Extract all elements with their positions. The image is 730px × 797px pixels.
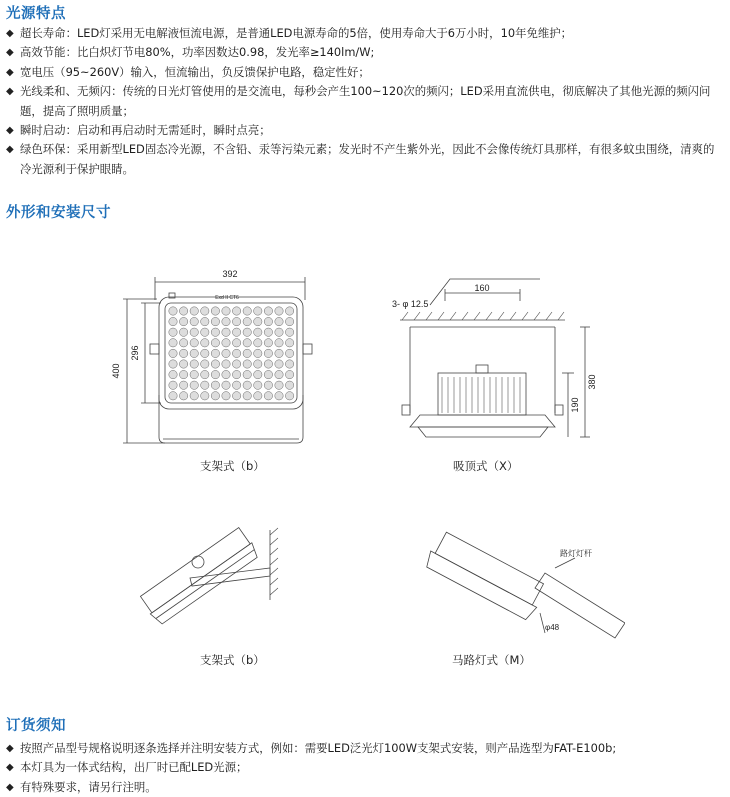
led-dot	[201, 307, 209, 315]
led-dot	[222, 339, 230, 347]
list-item: ◆ 瞬时启动：启动和再启动时无需延时，瞬时点亮；	[6, 121, 722, 140]
led-dot	[243, 307, 251, 315]
led-dot	[243, 381, 251, 389]
led-dot	[285, 349, 293, 357]
led-dot	[211, 307, 219, 315]
led-dot	[201, 328, 209, 336]
led-dot	[169, 339, 177, 347]
spacing-label: 160	[474, 283, 490, 293]
led-dot	[179, 381, 187, 389]
led-dot	[211, 370, 219, 378]
led-dot	[222, 381, 230, 389]
led-dot	[169, 370, 177, 378]
width-label: 392	[222, 269, 238, 279]
led-dot	[232, 360, 240, 368]
led-dot	[285, 317, 293, 325]
led-dot	[264, 328, 272, 336]
ordering-title: 订货须知	[6, 718, 66, 734]
list-item: ◆ 有特殊要求，请另行注明。	[6, 778, 722, 797]
bracket-side-drawing	[130, 510, 300, 640]
led-dot	[179, 339, 187, 347]
led-dot	[201, 392, 209, 400]
led-dot	[264, 392, 272, 400]
led-dot	[169, 349, 177, 357]
led-dot	[169, 328, 177, 336]
dimensions-title: 外形和安装尺寸	[6, 205, 111, 221]
led-dot	[190, 307, 198, 315]
diameter-label: φ48	[545, 623, 560, 632]
led-dot	[201, 370, 209, 378]
led-dot	[232, 307, 240, 315]
led-dot	[285, 381, 293, 389]
led-dot	[190, 392, 198, 400]
led-dot	[201, 349, 209, 357]
led-dot	[179, 360, 187, 368]
list-item: ◆ 宽电压（95~260V）输入，恒流输出，负反馈保护电路，稳定性好；	[6, 63, 722, 82]
led-dot	[222, 392, 230, 400]
led-dot	[179, 392, 187, 400]
led-dot	[232, 339, 240, 347]
led-dot	[179, 317, 187, 325]
led-dot	[275, 392, 283, 400]
led-dot	[190, 339, 198, 347]
led-dot	[264, 349, 272, 357]
features-list	[6, 24, 722, 179]
led-dot	[275, 339, 283, 347]
led-dot	[201, 381, 209, 389]
led-dot	[211, 339, 219, 347]
street-lamp-drawing	[395, 518, 625, 648]
led-dot	[243, 360, 251, 368]
led-dot	[190, 370, 198, 378]
led-dot	[243, 349, 251, 357]
led-dot	[254, 381, 262, 389]
led-dot	[179, 349, 187, 357]
led-dot	[254, 370, 262, 378]
led-dot	[222, 360, 230, 368]
led-dot	[254, 360, 262, 368]
led-dot	[179, 307, 187, 315]
caption-bracket-front: 支架式（b）	[200, 459, 265, 473]
led-dot	[201, 360, 209, 368]
height-190-label: 190	[570, 397, 580, 413]
rating-label: Exd II CT6	[215, 295, 239, 301]
led-dot	[232, 381, 240, 389]
led-dot	[179, 328, 187, 336]
led-dot	[232, 392, 240, 400]
list-item: ◆ 光线柔和、无频闪：传统的日光灯管使用的是交流电，每秒会产生100~120次的频闪；LED采用直流供电，彻底解决了其他光源的频闪问题，提高了照明质量；	[6, 82, 722, 121]
bracket-front-drawing	[105, 265, 330, 455]
hole-label: 3- φ 12.5	[392, 299, 429, 309]
led-dot	[190, 328, 198, 336]
caption-street: 马路灯式（M）	[452, 653, 531, 667]
led-dot	[190, 360, 198, 368]
led-dot	[211, 317, 219, 325]
led-dot	[264, 339, 272, 347]
led-dot	[275, 317, 283, 325]
led-dot	[254, 349, 262, 357]
led-dot	[179, 370, 187, 378]
led-dot	[211, 392, 219, 400]
led-dot	[222, 370, 230, 378]
led-dot	[211, 349, 219, 357]
led-dot	[190, 317, 198, 325]
led-dot	[264, 360, 272, 368]
led-dot	[285, 370, 293, 378]
total-height-label: 400	[111, 363, 121, 379]
caption-ceiling: 吸顶式（X）	[453, 459, 519, 473]
led-dot	[285, 307, 293, 315]
led-dot	[285, 328, 293, 336]
led-dot	[243, 370, 251, 378]
led-dot	[285, 360, 293, 368]
led-dot	[243, 339, 251, 347]
led-dot	[243, 392, 251, 400]
led-dot	[169, 307, 177, 315]
led-dot	[201, 339, 209, 347]
led-dot	[232, 328, 240, 336]
led-dot	[275, 328, 283, 336]
list-item: ◆ 本灯具为一体式结构，出厂时已配LED光源；	[6, 758, 722, 777]
led-dot	[243, 328, 251, 336]
led-dot	[254, 307, 262, 315]
led-dot	[211, 360, 219, 368]
led-dot	[264, 370, 272, 378]
list-item: ◆ 按照产品型号规格说明逐条选择并注明安装方式，例如：需要LED泛光灯100W支架式安装，则产品选型为FAT-E100b;	[6, 739, 722, 758]
led-dot	[232, 349, 240, 357]
led-dot	[211, 328, 219, 336]
led-dot	[169, 392, 177, 400]
led-dot	[232, 370, 240, 378]
led-dot	[264, 307, 272, 315]
list-item: ◆ 高效节能：比白炽灯节电80%，功率因数达0.98，发光率≥140lm/W;	[6, 43, 722, 62]
inner-height-label: 296	[130, 345, 140, 361]
led-dot	[222, 317, 230, 325]
led-dot	[201, 317, 209, 325]
caption-bracket-side: 支架式（b）	[200, 653, 265, 667]
led-dot	[169, 317, 177, 325]
led-dot	[264, 381, 272, 389]
ordering-list	[6, 739, 722, 797]
led-dot	[243, 317, 251, 325]
led-dot	[254, 392, 262, 400]
led-dot	[222, 307, 230, 315]
led-dot	[254, 339, 262, 347]
led-dot	[190, 349, 198, 357]
features-title: 光源特点	[6, 6, 66, 22]
ceiling-mount-drawing	[390, 265, 620, 455]
list-item: ◆ 绿色环保：采用新型LED固态冷光源，不含铅、汞等污染元素；发光时不产生紫外光，因此不会像传统灯具那样，有很多蚊虫围绕，清爽的冷光源利于保护眼睛。	[6, 140, 722, 179]
led-dot	[285, 392, 293, 400]
led-dot	[254, 317, 262, 325]
led-dot	[222, 328, 230, 336]
pole-label: 路灯灯杆	[560, 549, 592, 558]
led-dot	[232, 317, 240, 325]
led-dot	[264, 317, 272, 325]
led-dot	[275, 370, 283, 378]
led-dot	[254, 328, 262, 336]
led-dot	[275, 381, 283, 389]
led-dot	[169, 381, 177, 389]
led-dot	[285, 339, 293, 347]
led-dot	[275, 349, 283, 357]
led-dot	[190, 381, 198, 389]
list-item: ◆ 超长寿命：LED灯采用无电解液恒流电源，是普通LED电源寿命的5倍，使用寿命大于6万小时，10年免维护；	[6, 24, 722, 43]
led-dot	[275, 360, 283, 368]
led-dot	[169, 360, 177, 368]
height-380-label: 380	[587, 374, 597, 390]
led-dot	[211, 381, 219, 389]
led-dot	[275, 307, 283, 315]
led-dot	[222, 349, 230, 357]
